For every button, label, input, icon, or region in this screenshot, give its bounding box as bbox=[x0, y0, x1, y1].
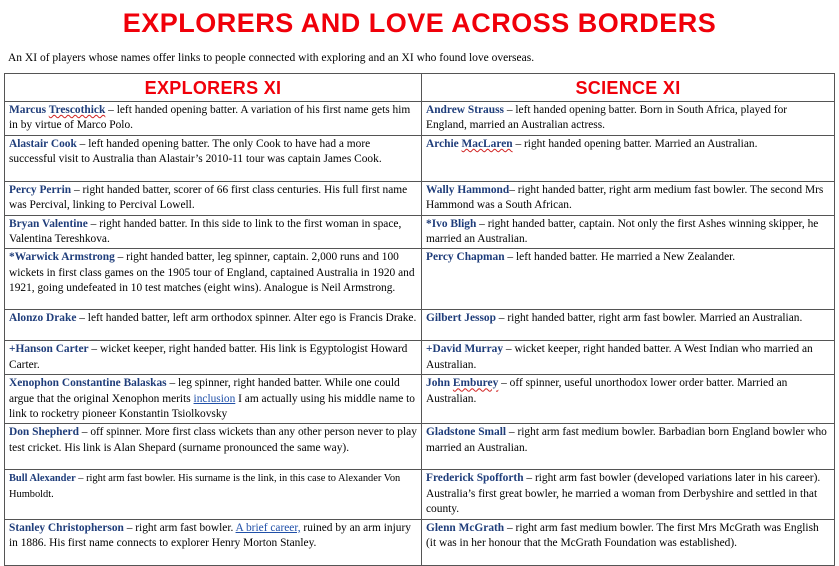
player-description: – right handed batter. In this side to link to the first woman in space, Valentina Tereshkova. bbox=[9, 217, 402, 246]
player-name: Percy Perrin bbox=[9, 183, 72, 196]
table-row bbox=[5, 375, 835, 424]
player-name bbox=[426, 138, 513, 150]
science-cell bbox=[422, 215, 835, 249]
player-surname: MacLaren bbox=[461, 137, 513, 150]
player-surname: Trescothick bbox=[48, 104, 106, 116]
player-description: – left handed opening batter. The only Cook to have had a more successful visit to Australia than Alastair’s 2010-11 tour was captain James Cook. bbox=[9, 137, 382, 166]
table-row bbox=[5, 424, 835, 470]
explorers-cell bbox=[5, 102, 422, 136]
explorers-cell bbox=[5, 215, 422, 249]
player-description: – right handed batter, captain. Not only the first Ashes winning skipper, he married an Australian. bbox=[426, 217, 819, 246]
player-name: Gladstone Small bbox=[426, 426, 507, 439]
player-description: – right handed batter, leg spinner, captain. 2,000 runs and 100 wickets in first class games on the 1905 tour of England, captained Australia in 1920 and 1921, going undefeated in 10 test matches (eight wins). Analogue is Neil Armstrong. bbox=[9, 251, 415, 295]
player-description: – wicket keeper, right handed batter. A West Indian who married an Australian. bbox=[426, 343, 813, 371]
player-description-continued: I am actually using his middle name to link to rocketry pioneer Konstantin Tsiolkovsky bbox=[9, 392, 415, 421]
player-description: – left handed opening batter. Born in South Africa, played for England, married an Australian actress. bbox=[426, 104, 788, 132]
player-name: Bull Alexander bbox=[9, 473, 76, 485]
player-name: +Hanson Carter bbox=[9, 343, 89, 356]
table-row bbox=[5, 470, 835, 519]
player-description: – wicket keeper, right handed batter. His link is Egyptologist Howard Carter. bbox=[9, 343, 408, 371]
explorers-cell bbox=[5, 341, 422, 375]
player-name: Wally Hammond bbox=[426, 183, 510, 196]
player-description: – right handed batter, scorer of 66 first class centuries. His full first name was Percival, linking to Percival Lowell. bbox=[9, 183, 408, 212]
player-description: – right arm fast medium bowler. Barbadian born England bowler who married an Australian. bbox=[426, 426, 827, 454]
science-cell bbox=[422, 135, 835, 181]
player-name: Stanley Christopherson bbox=[9, 521, 124, 534]
explorers-cell bbox=[5, 375, 422, 424]
player-name: Glenn McGrath bbox=[426, 521, 505, 534]
player-name: Frederick Spofforth bbox=[426, 472, 524, 485]
explorers-cell bbox=[5, 181, 422, 215]
explorers-cell bbox=[5, 310, 422, 341]
table-row bbox=[5, 215, 835, 249]
intro-text: An XI of players whose names offer links to people connected with exploring and an XI who found love overseas. bbox=[8, 52, 535, 64]
player-description: – left handed opening batter. A variation of his first name gets him in by virtue of Marco Polo. bbox=[9, 104, 411, 132]
player-name: Don Shepherd bbox=[9, 426, 79, 439]
player-description: – right arm fast bowler (developed variations later in his career). Australia’s first great bowler, he married a woman from Derbyshire and settled in that county. bbox=[426, 472, 821, 516]
table-header-row bbox=[5, 74, 835, 102]
player-name: *Ivo Bligh bbox=[426, 217, 477, 230]
table-row bbox=[5, 181, 835, 215]
player-name: Alonzo Drake bbox=[9, 312, 77, 325]
table-row bbox=[5, 102, 835, 136]
player-description: – right arm fast bowler. His surname is the link, in this case to Alexander Von Humboldt. bbox=[9, 473, 401, 500]
player-description: – right handed batter, right arm medium fast bowler. The second Mrs Hammond was a South African. bbox=[426, 183, 824, 212]
table-row bbox=[5, 310, 835, 341]
player-description: – off spinner, useful unorthodox lower order batter. Married an Australian. bbox=[426, 377, 788, 405]
player-description: – right handed opening batter. Married an Australian. bbox=[512, 137, 758, 150]
page-title: EXPLORERS AND LOVE ACROSS BORDERS bbox=[122, 8, 717, 38]
science-cell bbox=[422, 519, 835, 565]
player-name: Gilbert Jessop bbox=[426, 312, 496, 325]
player-first-name: John bbox=[426, 377, 453, 390]
player-description: – right handed batter, right arm fast bowler. Married an Australian. bbox=[495, 312, 803, 325]
table-row bbox=[5, 135, 835, 181]
explorers-cell bbox=[5, 470, 422, 519]
science-cell bbox=[422, 249, 835, 310]
explorers-cell bbox=[5, 424, 422, 470]
science-cell bbox=[422, 424, 835, 470]
player-description: – right arm fast bowler. bbox=[123, 521, 236, 534]
player-first-name: Archie bbox=[426, 137, 462, 150]
player-name: Bryan Valentine bbox=[9, 217, 88, 230]
table-row bbox=[5, 519, 835, 565]
science-cell bbox=[422, 102, 835, 136]
science-xi-heading: SCIENCE XI bbox=[422, 74, 835, 102]
player-description: – off spinner. More first class wickets than any other person never to play test cricket. His link is Alan Shepard (surname pronounced the same way). bbox=[9, 426, 417, 454]
explorers-cell bbox=[5, 249, 422, 310]
player-surname: Emburey bbox=[452, 377, 499, 390]
player-name: Xenophon Constantine Balaskas bbox=[9, 377, 167, 390]
explorers-xi-heading: EXPLORERS XI bbox=[5, 74, 422, 102]
player-name bbox=[426, 377, 498, 389]
table-row bbox=[5, 249, 835, 310]
player-description: – left handed batter, left arm orthodox spinner. Alter ego is Francis Drake. bbox=[76, 312, 417, 325]
brief-career-link[interactable]: A brief career, bbox=[235, 521, 301, 534]
player-description: – right arm fast medium bowler. The first Mrs McGrath was English (it was in her honour that the McGrath Foundation was established). bbox=[426, 521, 819, 550]
player-name: Percy Chapman bbox=[426, 251, 505, 264]
science-cell bbox=[422, 470, 835, 519]
player-first-name: Marcus bbox=[9, 104, 49, 116]
player-description: – left handed batter. He married a New Zealander. bbox=[504, 251, 736, 264]
science-cell bbox=[422, 341, 835, 375]
player-name: +David Murray bbox=[426, 343, 504, 356]
player-name: *Warwick Armstrong bbox=[9, 251, 115, 264]
science-cell bbox=[422, 310, 835, 341]
player-name bbox=[9, 104, 105, 116]
table-row bbox=[5, 341, 835, 375]
player-description-continued: ruined by an arm injury in 1886. His first name connects to explorer Henry Morton Stanley. bbox=[9, 521, 411, 550]
science-cell bbox=[422, 375, 835, 424]
explorers-cell bbox=[5, 519, 422, 565]
inclusion-link[interactable]: inclusion bbox=[193, 392, 236, 405]
player-name: Alastair Cook bbox=[9, 137, 77, 150]
player-name: Andrew Strauss bbox=[426, 104, 504, 116]
teams-table bbox=[4, 73, 835, 566]
player-description: – leg spinner, right handed batter. While one could argue that the original Xenophon merits bbox=[9, 377, 400, 405]
science-cell bbox=[422, 181, 835, 215]
explorers-cell bbox=[5, 135, 422, 181]
